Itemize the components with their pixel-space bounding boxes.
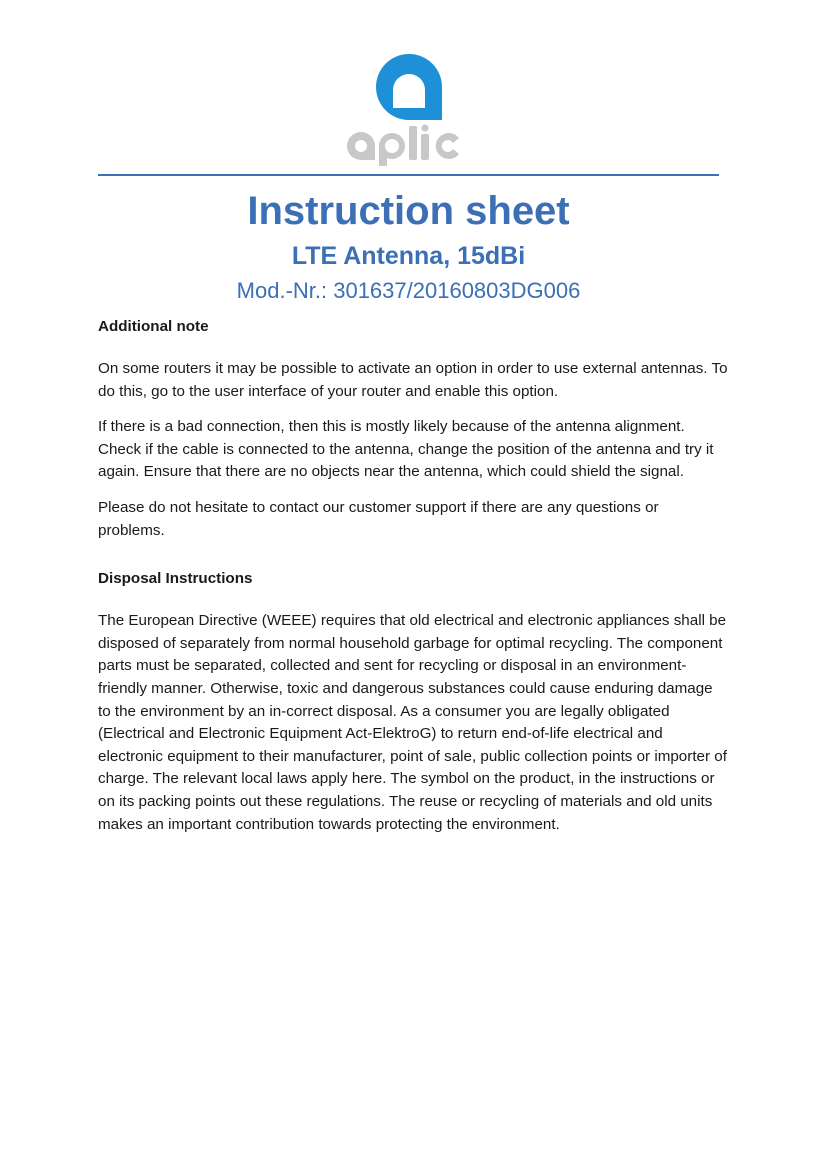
- document-body: [98, 316, 728, 849]
- title-block: [98, 186, 719, 306]
- additional-note-paragraph: On some routers it may be possible to activate an option in order to use external antennas. To do this, go to the user interface of your router and enable this option.: [98, 360, 728, 400]
- logo-wordmark: [347, 125, 459, 167]
- disposal-heading: Disposal Instructions: [98, 570, 253, 588]
- disposal-paragraph: The European Directive (WEEE) requires that old electrical and electronic appliances shall be disposed of separately from normal household garbage for optimal recycling. The component parts must be separated, collected and sent for recycling or disposal in an environment-friendly manner. Otherwise, toxic and dangerous substances could cause enduring damage to the environment by an in-correct disposal. As a consumer you are legally obligated (Electrical and Electronic Equipment Act-ElektroG) to return end-of-life electrical and electronic equipment to their manufacturer, point of sale, public collection points or importer of charge. The relevant local laws apply here. The symbol on the product, in the instructions or on its packing points out these regulations. The reuse or recycling of materials and old units makes an important contribution towards protecting the environment.: [98, 612, 727, 833]
- aplic-logo: [343, 52, 477, 166]
- model-number: Mod.-Nr.: 301637/20160803DG006: [236, 278, 581, 303]
- header-divider: [98, 174, 719, 176]
- additional-note-paragraph: If there is a bad connection, then this is mostly likely because of the antenna alignment. Check if the cable is connected to the antenna, change the position of the antenna and try it again. Ensure that there are no objects near the antenna, which could shield the signal.: [98, 418, 714, 481]
- additional-note-paragraph: Please do not hesitate to contact our customer support if there are any questions or problems.: [98, 498, 659, 539]
- product-subtitle: LTE Antenna, 15dBi: [291, 242, 526, 270]
- page-title: Instruction sheet: [247, 189, 570, 233]
- additional-note-heading: Additional note: [98, 318, 209, 335]
